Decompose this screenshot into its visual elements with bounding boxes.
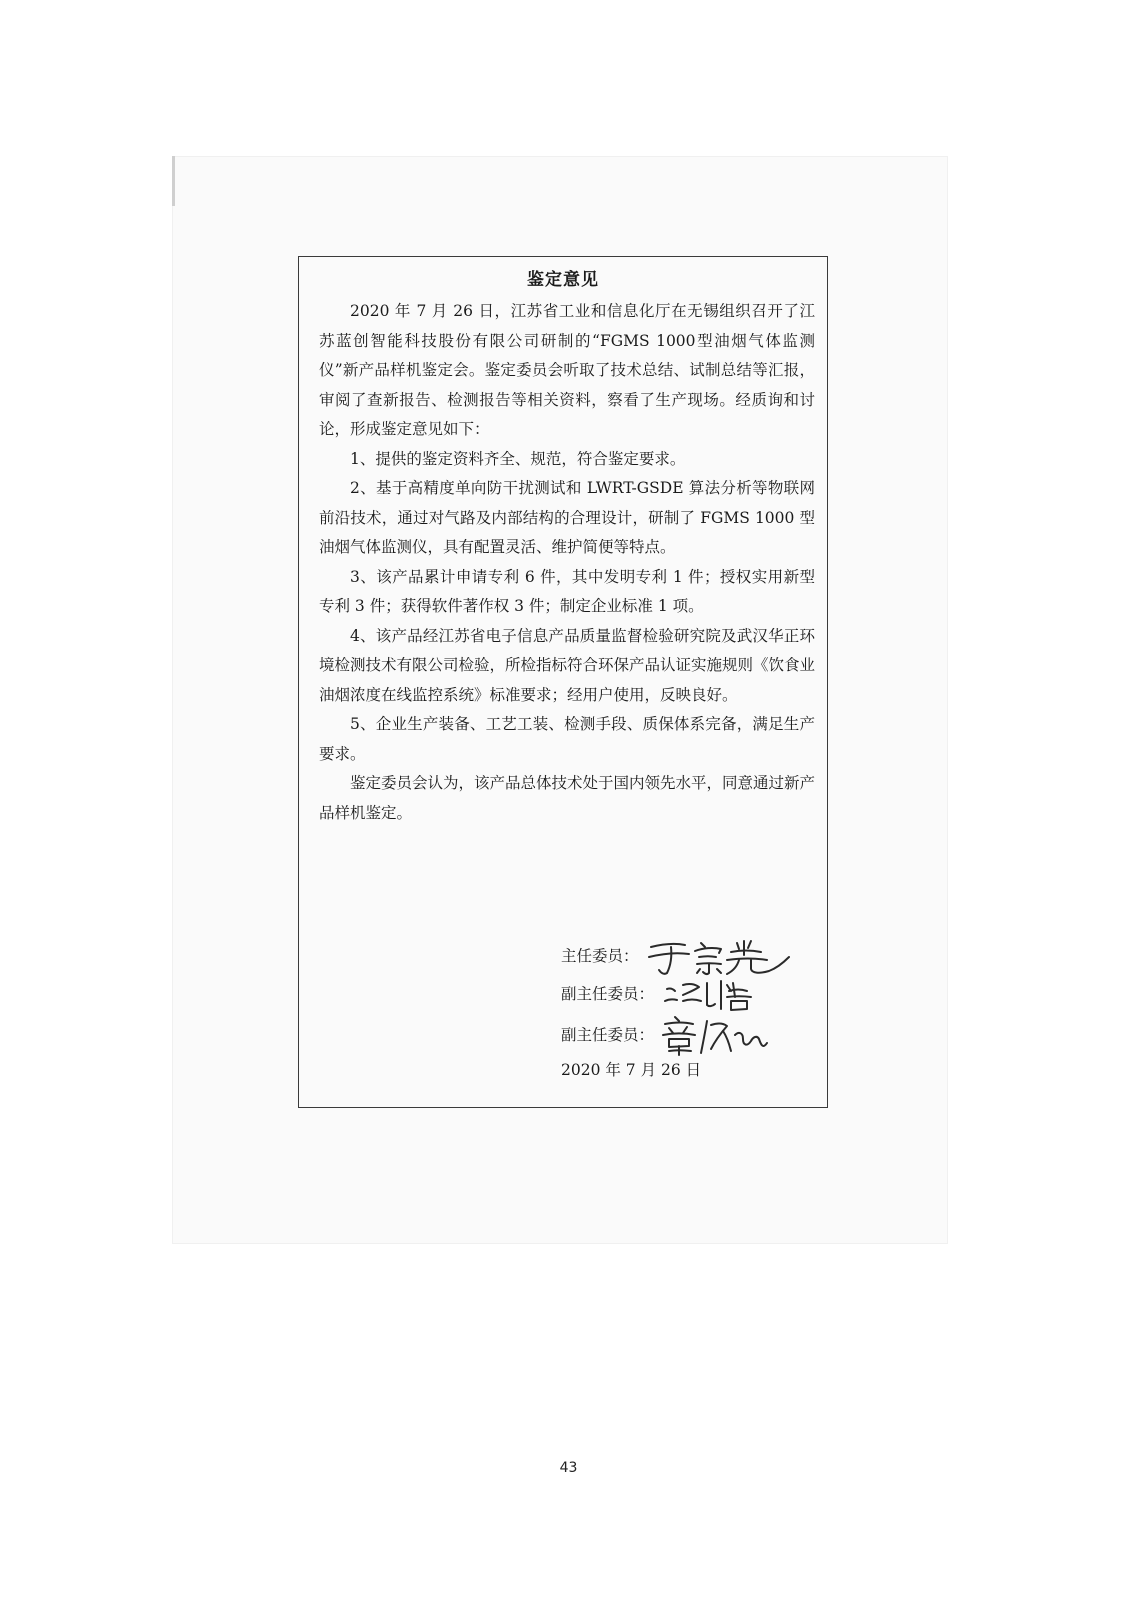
signature-row-vice-chair-2 bbox=[561, 1013, 821, 1052]
signature-block bbox=[561, 935, 821, 1088]
chair-handwritten-signature bbox=[645, 935, 795, 977]
opinion-item-1: 1、提供的鉴定资料齐全、规范，符合鉴定要求。 bbox=[350, 449, 686, 468]
opinion-item-4: 4、该产品经江苏省电子信息产品质量监督检验研究院及武汉华正环境检测技术有限公司检验，所检指标符合环保产品认证实施规则《饮食业油烟浓度在线监控系统》标准要求；经用户使用，反映良好。 bbox=[319, 626, 816, 704]
appraisal-opinion-box bbox=[298, 256, 828, 1108]
signing-date: 2020 年 7 月 26 日 bbox=[561, 1061, 702, 1079]
opinion-item-2: 2、基于高精度单向防干扰测试和 LWRT-GSDE 算法分析等物联网前沿技术，通过对气路及内部结构的合理设计，研制了 FGMS 1000 型油烟气体监测仪，具有配置灵活、维护简便等特点。 bbox=[319, 479, 815, 556]
chair-label: 主任委员： bbox=[561, 946, 639, 965]
opinion-item-3: 3、该产品累计申请专利 6 件，其中发明专利 1 件；授权实用新型专利 3 件；获得软件著作权 3 件；制定企业标准 1 项。 bbox=[319, 567, 815, 615]
signature-row-chair bbox=[561, 935, 821, 974]
opinion-body bbox=[319, 297, 815, 828]
vice-chair-1-handwritten-signature bbox=[661, 975, 761, 1013]
intro-paragraph: 2020 年 7 月 26 日，江苏省工业和信息化厅在无锡组织召开了江苏蓝创智能科技股份有限公司研制的“FGMS 1000型油烟气体监测仪”新产品样机鉴定会。鉴定委员会听取了技术总结、试制总结等汇报，审阅了查新报告、检测报告等相关资料，察看了生产现场。经质询和讨论，形成鉴定意见如下： bbox=[319, 302, 815, 438]
conclusion-paragraph: 鉴定委员会认为，该产品总体技术处于国内领先水平，同意通过新产品样机鉴定。 bbox=[319, 774, 816, 822]
document-title: 鉴定意见 bbox=[527, 270, 599, 290]
scan-edge-shadow bbox=[172, 156, 175, 206]
vice-chair-2-handwritten-signature bbox=[661, 1013, 771, 1057]
page-number: 43 bbox=[559, 1460, 578, 1476]
vice-chair-label-2: 副主任委员： bbox=[561, 1025, 655, 1044]
signature-row-vice-chair-1 bbox=[561, 974, 821, 1013]
vice-chair-label-1: 副主任委员： bbox=[561, 984, 655, 1003]
opinion-item-5: 5、企业生产装备、工艺工装、检测手段、质保体系完备，满足生产要求。 bbox=[319, 715, 815, 763]
